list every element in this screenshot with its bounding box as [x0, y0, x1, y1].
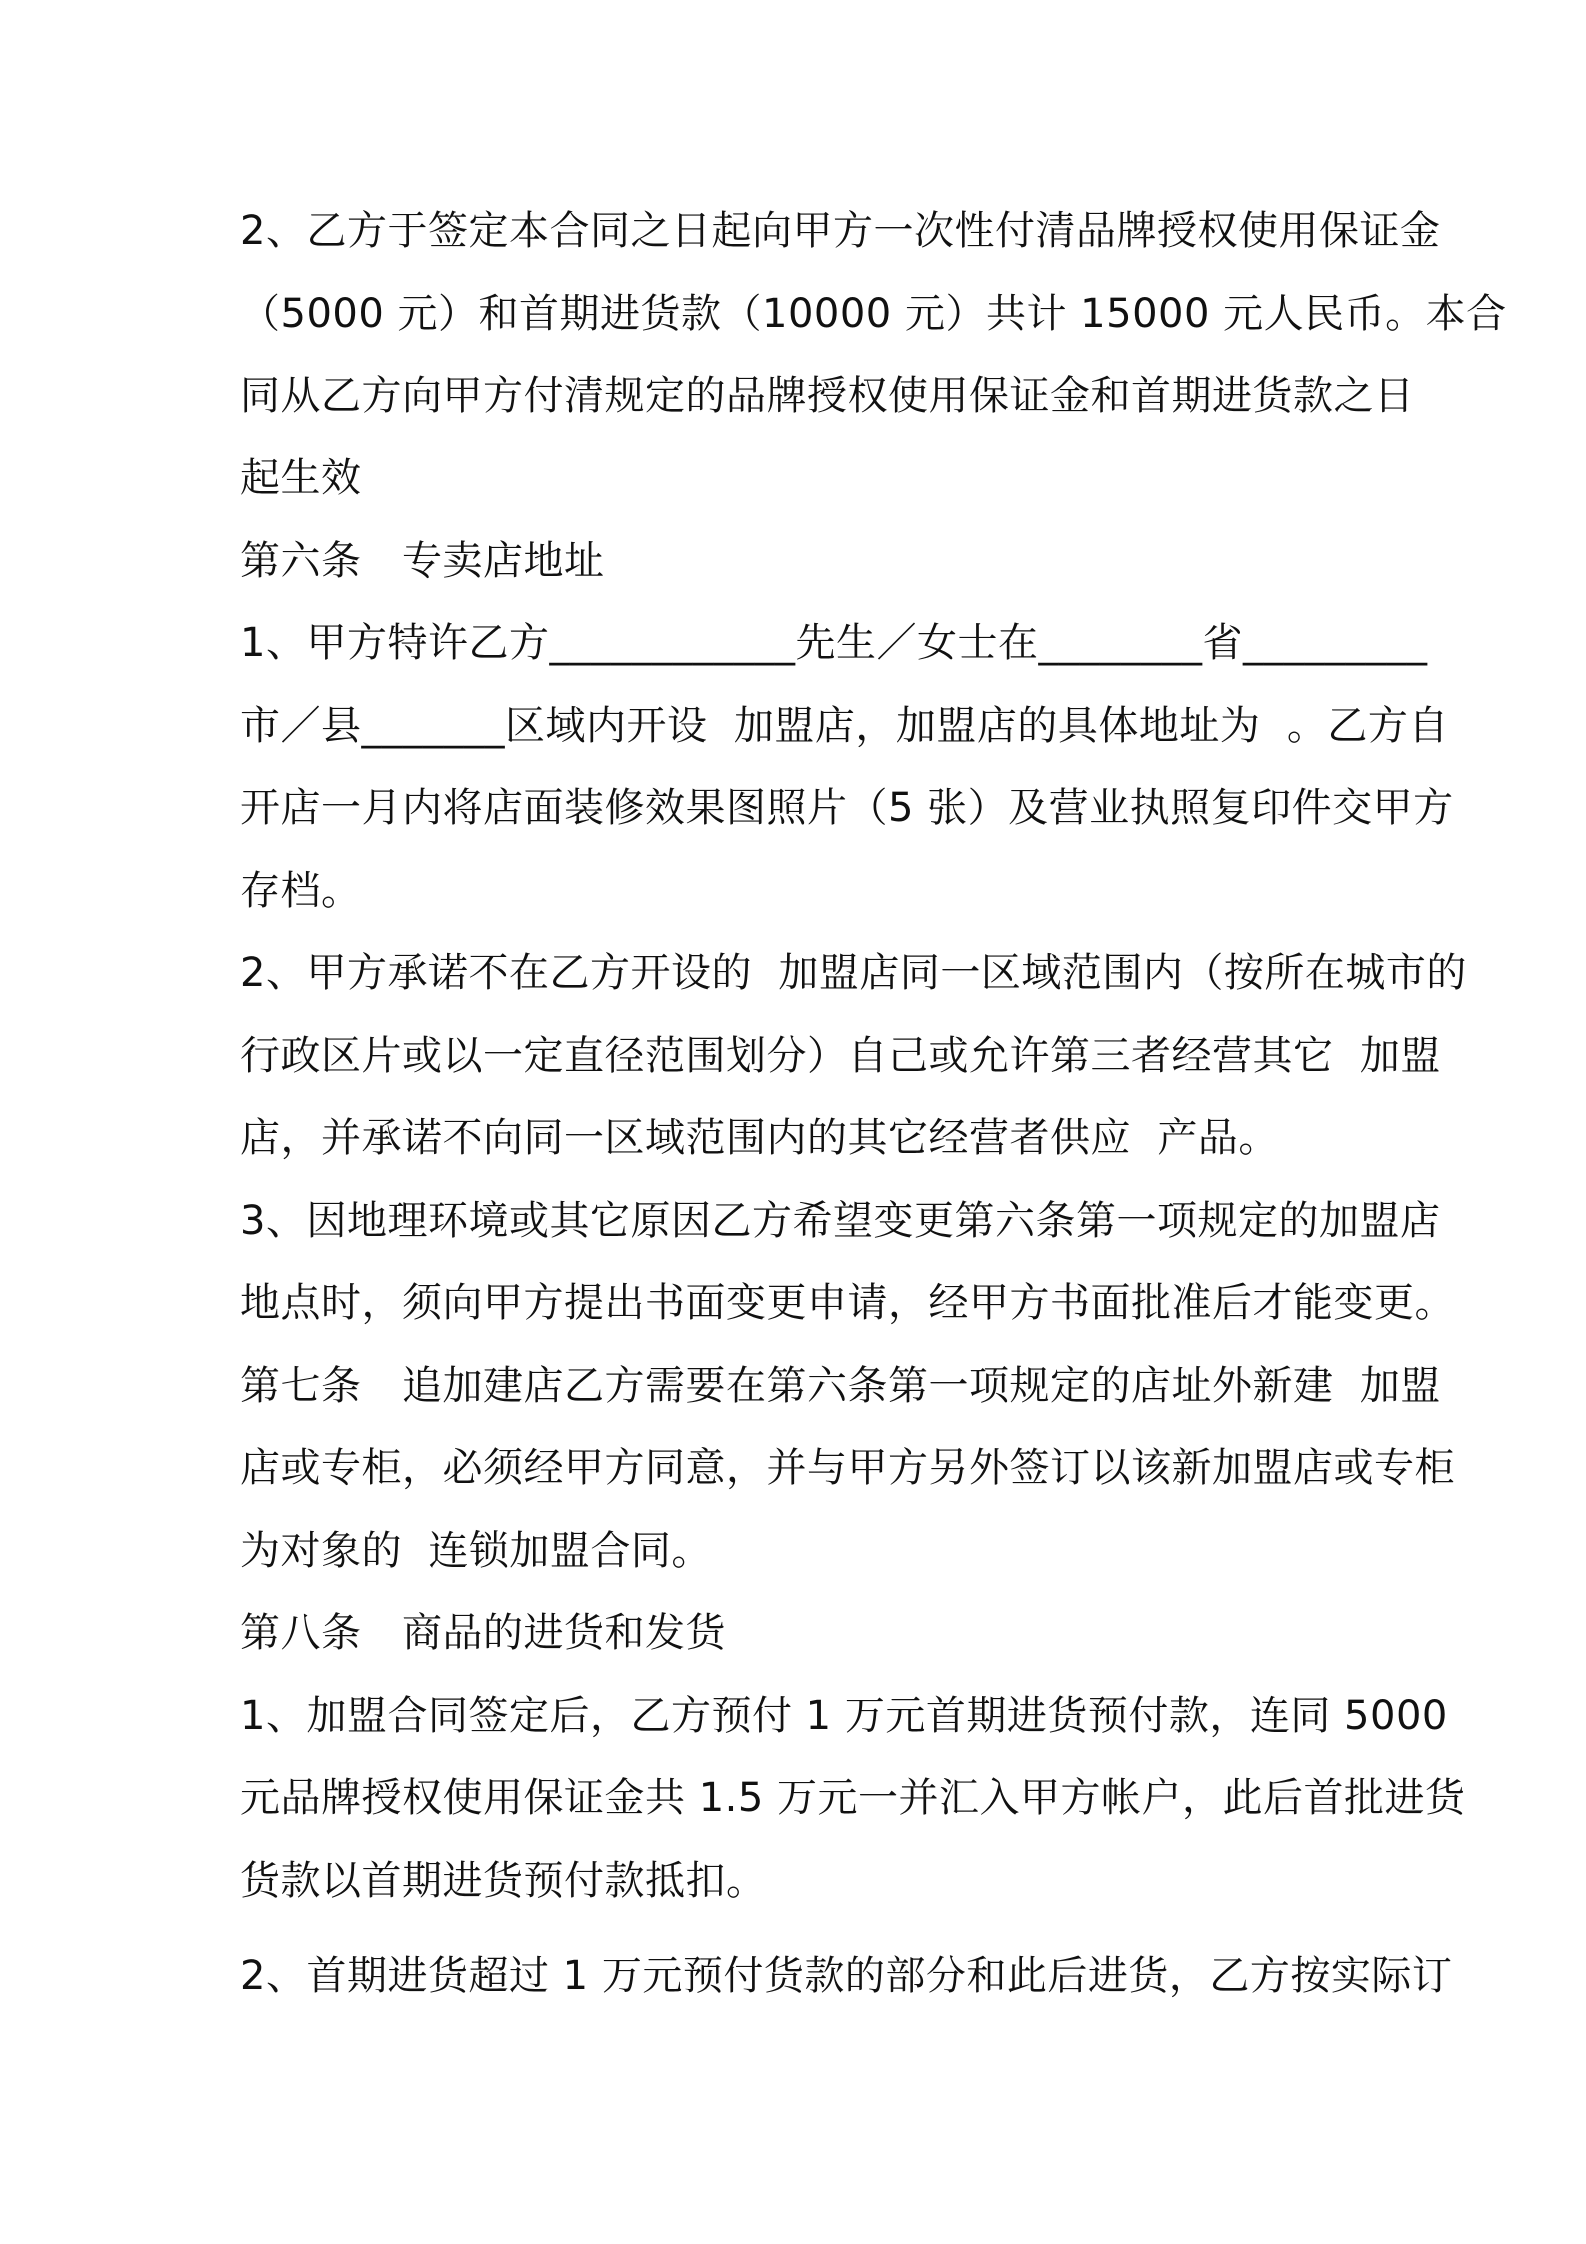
text-line: 开店一月内将店面装修效果图照片（5 张）及营业执照复印件交甲方 — [240, 785, 1454, 831]
text-line: 3、因地理环境或其它原因乙方希望变更第六条第一项规定的加盟店 — [240, 1198, 1441, 1244]
text-line: 为对象的 连锁加盟合同。 — [240, 1528, 712, 1574]
text-line: 地点时，须向甲方提出书面变更申请，经甲方书面批准后才能变更。 — [240, 1280, 1455, 1326]
text-line: 1、加盟合同签定后，乙方预付 1 万元首期进货预付款，连同 5000 — [240, 1693, 1448, 1739]
section-heading: 第七条 追加建店乙方需要在第六条第一项规定的店址外新建 加盟 — [240, 1363, 1441, 1409]
text-line: 市／县_______区域内开设 加盟店，加盟店的具体地址为 。乙方自 — [240, 703, 1449, 749]
text-line: （5000 元）和首期进货款（10000 元）共计 15000 元人民币。本合 — [240, 291, 1507, 337]
text-line: 2、甲方承诺不在乙方开设的 加盟店同一区域范围内（按所在城市的 — [240, 950, 1467, 996]
text-line: 起生效 — [240, 455, 362, 501]
text-line: 店，并承诺不向同一区域范围内的其它经营者供应 产品。 — [240, 1115, 1279, 1161]
text-line: 2、首期进货超过 1 万元预付货款的部分和此后进货，乙方按实际订 — [240, 1953, 1453, 1999]
text-line: 同从乙方向甲方付清规定的品牌授权使用保证金和首期进货款之日 — [240, 373, 1415, 419]
section-heading: 第六条 专卖店地址 — [240, 538, 605, 584]
text-line: 货款以首期进货预付款抵扣。 — [240, 1858, 767, 1904]
section-heading: 第八条 商品的进货和发货 — [240, 1610, 726, 1656]
text-line: 行政区片或以一定直径范围划分）自己或允许第三者经营其它 加盟 — [240, 1033, 1441, 1079]
text-line: 2、乙方于签定本合同之日起向甲方一次性付清品牌授权使用保证金 — [240, 208, 1441, 254]
text-line: 1、甲方特许乙方____________先生／女士在________省_________ — [240, 620, 1428, 666]
text-line: 店或专柜，必须经甲方同意，并与甲方另外签订以该新加盟店或专柜 — [240, 1445, 1455, 1491]
text-line: 存档。 — [240, 868, 362, 914]
text-line: 元品牌授权使用保证金共 1.5 万元一并汇入甲方帐户，此后首批进货 — [240, 1775, 1466, 1821]
